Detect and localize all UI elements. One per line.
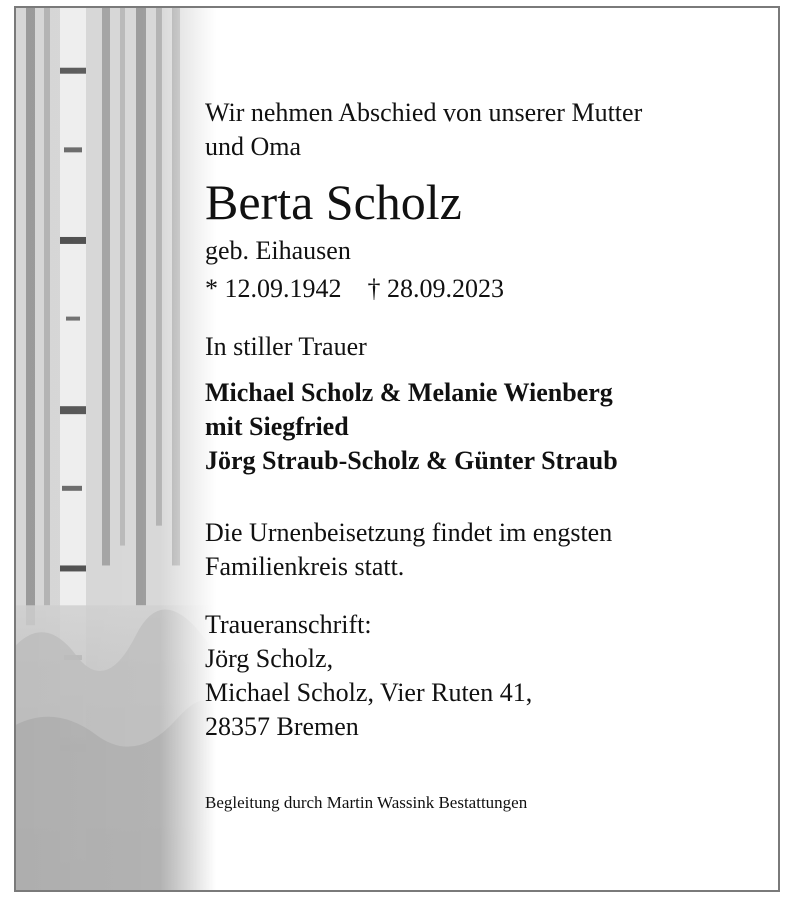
birch-forest-image [16,8,216,890]
birth-date: 12.09.1942 [224,274,342,303]
address-line: 28357 Bremen [205,712,359,741]
deceased-name: Berta Scholz [205,174,462,230]
mourner-line: mit Siegfried [205,412,349,441]
notice-frame [14,6,780,892]
address-label: Traueranschrift: [205,610,372,639]
death-symbol: † [367,274,381,303]
mourner-line: Michael Scholz & Melanie Wienberg [205,378,613,407]
birth-name: geb. Eihausen [205,236,351,265]
life-dates [205,272,504,306]
intro-line-1: Wir nehmen Abschied von unserer Mutter [205,98,643,127]
death-date: 28.09.2023 [387,274,504,303]
address-line: Michael Scholz, Vier Ruten 41, [205,678,533,707]
burial-line-2: Familienkreis statt. [205,552,405,581]
mourning-phrase: In stiller Trauer [205,332,367,361]
footer-undertaker: Begleitung durch Martin Wassink Bestattungen [205,793,528,812]
mourner-line: Jörg Straub-Scholz & Günter Straub [205,446,618,475]
address-line: Jörg Scholz, [205,644,334,673]
intro-line-2: und Oma [205,132,302,161]
birth-symbol: * [205,274,218,303]
burial-line-1: Die Urnenbeisetzung findet im engsten [205,518,613,547]
